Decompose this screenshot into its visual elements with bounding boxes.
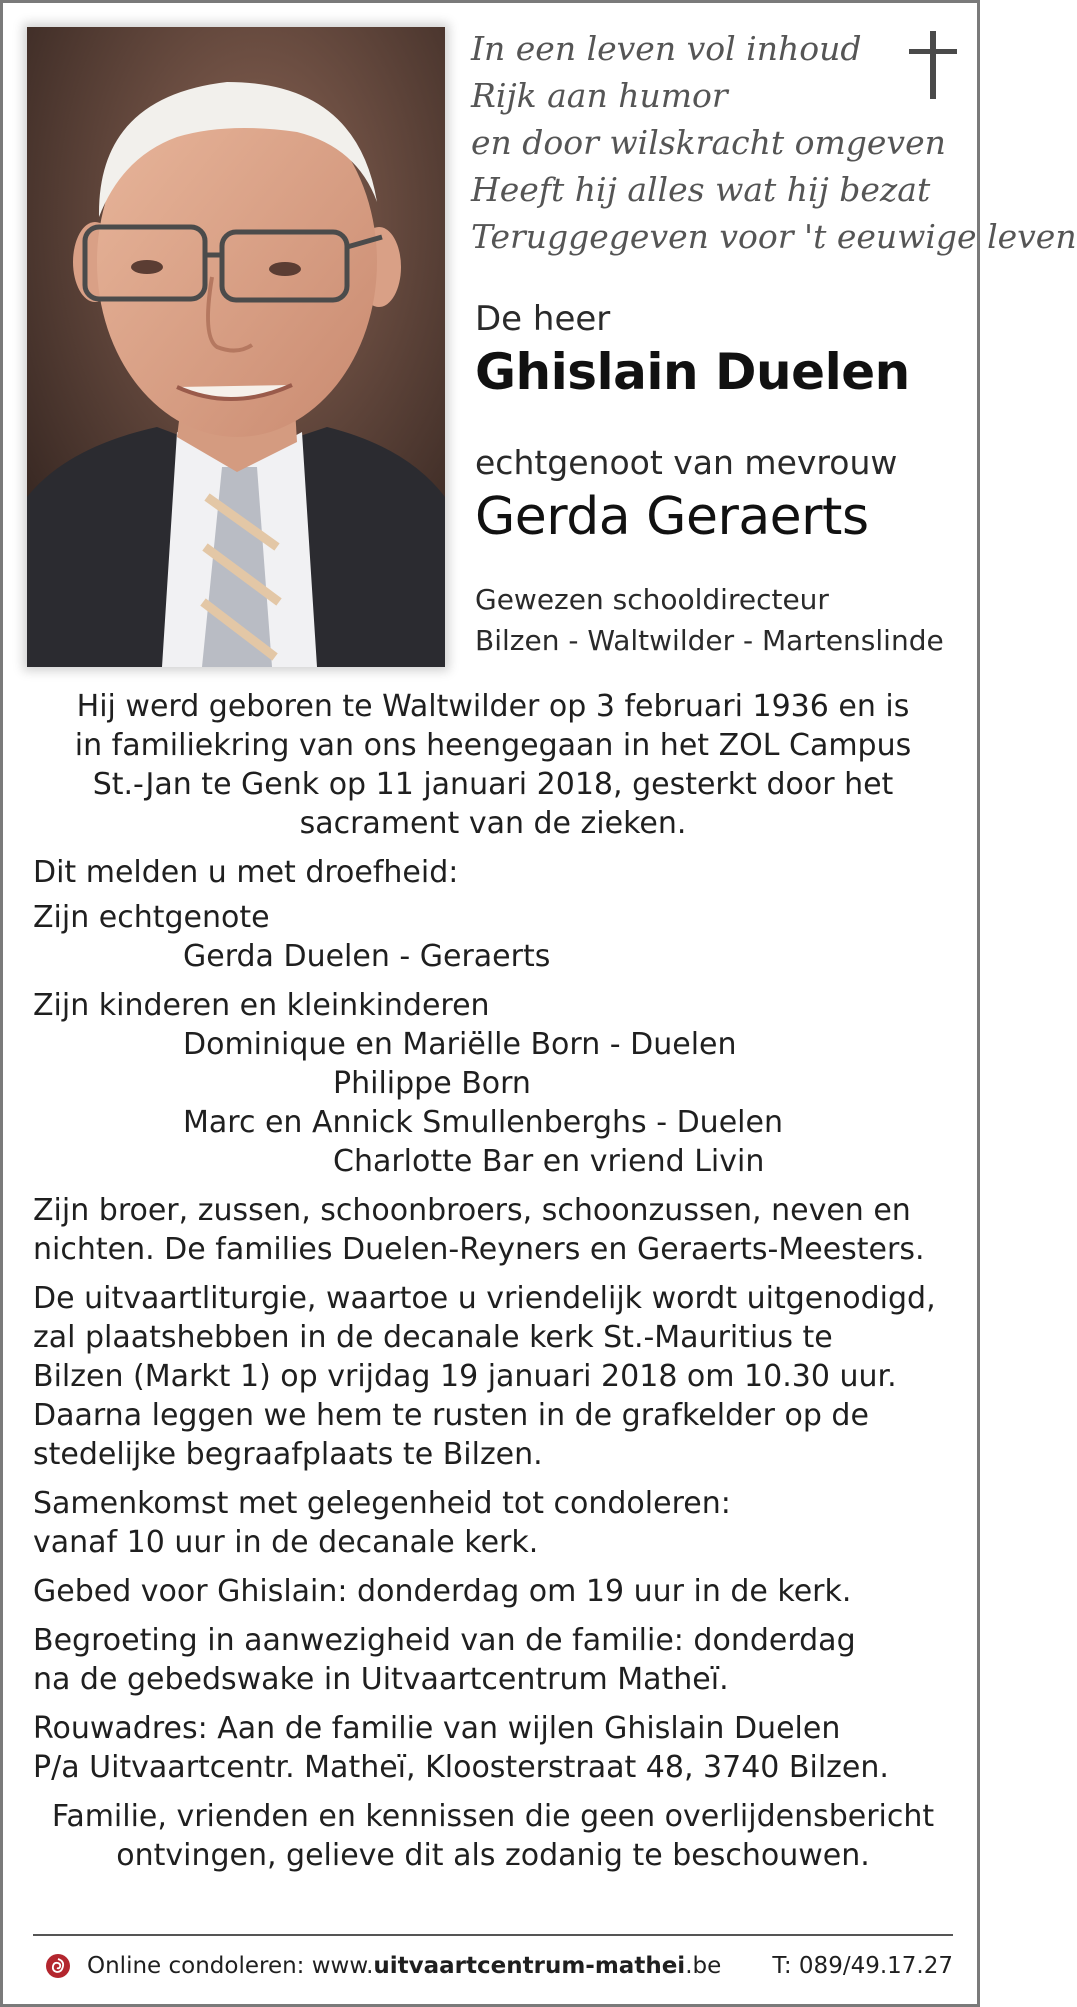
- address-line: Rouwadres: Aan de familie van wijlen Ghislain Duelen: [33, 1711, 841, 1746]
- poem-line: Teruggegeven voor 't eeuwige leven: [471, 217, 1077, 256]
- spouse-name: Gerda Geraerts: [475, 487, 869, 547]
- closing-line: ontvingen, gelieve dit als zodanig te beschouwen.: [116, 1838, 870, 1873]
- poem-line: en door wilskracht omgeven: [471, 123, 946, 162]
- occupation: Gewezen schooldirecteur: [475, 583, 829, 616]
- child-entry: Marc en Annick Smullenberghs - Duelen: [183, 1105, 783, 1140]
- phone-number: T: 089/49.17.27: [772, 1953, 953, 1979]
- children-section: [33, 986, 953, 1181]
- family-line: Zijn broer, zussen, schoonbroers, schoonzussen, neven en: [33, 1193, 911, 1228]
- family-line: nichten. De families Duelen-Reyners en Geraerts-Meesters.: [33, 1232, 925, 1267]
- gathering-line: vanaf 10 uur in de decanale kerk.: [33, 1525, 539, 1560]
- children-label: Zijn kinderen en kleinkinderen: [33, 988, 490, 1023]
- honorific: De heer: [475, 299, 611, 339]
- rose-icon: [45, 1953, 71, 1979]
- spouse-section: [33, 898, 953, 976]
- intro-line: sacrament van de zieken.: [299, 806, 687, 841]
- greeting-line: na de gebedswake in Uitvaartcentrum Matheï.: [33, 1662, 729, 1697]
- intro-line: St.-Jan te Genk op 11 januari 2018, gesterkt door het: [92, 767, 894, 802]
- family-paragraph: [33, 1191, 953, 1269]
- condolence-url-domain: uitvaartcentrum-mathei: [373, 1953, 686, 1979]
- greeting-paragraph: [33, 1621, 953, 1699]
- condolence-url-tld: .be: [685, 1953, 722, 1979]
- greeting-line: Begroeting in aanwezigheid van de familie: donderdag: [33, 1623, 856, 1658]
- prayer-line: Gebed voor Ghislain: donderdag om 19 uur in de kerk.: [33, 1574, 852, 1609]
- liturgy-line: Bilzen (Markt 1) op vrijdag 19 januari 2018 om 10.30 uur.: [33, 1359, 897, 1394]
- poem-line: In een leven vol inhoud: [471, 29, 862, 68]
- prayer-paragraph: [33, 1572, 953, 1611]
- spouse-intro: echtgenoot van mevrouw: [475, 443, 898, 482]
- occupation-block: [475, 579, 944, 661]
- intro-line: in familiekring van ons heengegaan in het ZOL Campus: [74, 728, 912, 763]
- spouse-full-name: Gerda Duelen - Geraerts: [183, 939, 551, 974]
- portrait-photo: [27, 27, 445, 667]
- gathering-paragraph: [33, 1484, 953, 1562]
- closing-line: Familie, vrienden en kennissen die geen overlijdensbericht: [51, 1799, 935, 1834]
- liturgy-line: stedelijke begraafplaats te Bilzen.: [33, 1437, 543, 1472]
- footer: [41, 1947, 953, 1987]
- liturgy-line: Daarna leggen we hem te rusten in de grafkelder op de: [33, 1398, 869, 1433]
- poem: [471, 25, 1077, 260]
- closing-paragraph: [33, 1797, 953, 1875]
- intro-line: Hij werd geboren te Waltwilder op 3 februari 1936 en is: [76, 689, 910, 724]
- announce-line: Dit melden u met droefheid:: [33, 855, 459, 890]
- condolence-url-prefix: www.: [311, 1953, 374, 1979]
- condolence-label: Online condoleren:: [87, 1953, 312, 1979]
- spouse-label: Zijn echtgenote: [33, 900, 270, 935]
- announce: [33, 853, 953, 892]
- places: Bilzen - Waltwilder - Martenslinde: [475, 624, 944, 657]
- liturgy-line: zal plaatshebben in de decanale kerk St.-Mauritius te: [33, 1320, 833, 1355]
- address-paragraph: [33, 1709, 953, 1787]
- liturgy-line: De uitvaartliturgie, waartoe u vriendelijk wordt uitgenodigd,: [33, 1281, 936, 1316]
- gathering-line: Samenkomst met gelegenheid tot condoleren:: [33, 1486, 731, 1521]
- grandchild-entry: Charlotte Bar en vriend Livin: [333, 1144, 765, 1179]
- intro-paragraph: [33, 687, 953, 843]
- child-entry: Dominique en Mariëlle Born - Duelen: [183, 1027, 737, 1062]
- condolence-link[interactable]: [87, 1953, 721, 1979]
- poem-line: Heeft hij alles wat hij bezat: [471, 170, 931, 209]
- footer-divider: [33, 1934, 953, 1936]
- obituary-body: [33, 687, 953, 1885]
- portrait-illustration: [27, 27, 445, 667]
- grandchild-entry: Philippe Born: [333, 1066, 531, 1101]
- liturgy-paragraph: [33, 1279, 953, 1474]
- cross-icon: [905, 29, 961, 101]
- poem-line: Rijk aan humor: [471, 76, 728, 115]
- address-line: P/a Uitvaartcentr. Matheï, Kloosterstraat 48, 3740 Bilzen.: [33, 1750, 889, 1785]
- deceased-name: Ghislain Duelen: [475, 343, 910, 401]
